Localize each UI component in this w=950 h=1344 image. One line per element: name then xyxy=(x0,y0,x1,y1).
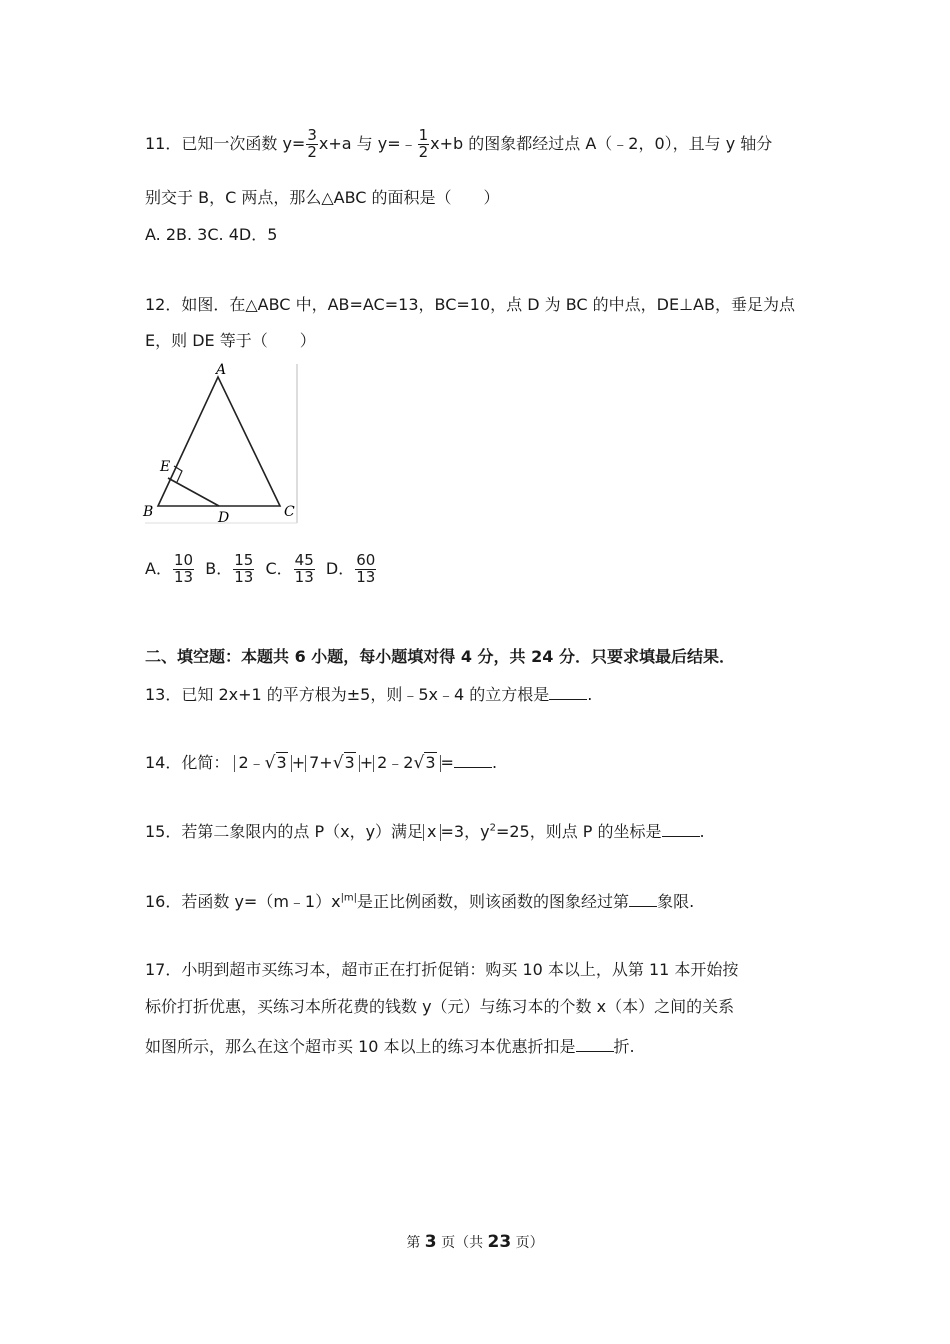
q15-answer-blank[interactable] xyxy=(662,820,700,837)
q13: 13．已知 2x+1 的平方根为±5，则﹣5x﹣4 的立方根是 . xyxy=(145,685,593,704)
q11-options: A. 2B. 3C. 4D．5 xyxy=(145,225,278,244)
q12-triangle-figure xyxy=(140,360,300,525)
label-e: E xyxy=(160,459,171,475)
q12-option-b: B． $\frac{15}{13}$ xyxy=(205,551,254,586)
q12-option-c: C． $\frac{45}{13}$ xyxy=(265,551,314,586)
q11-fraction-2: $\frac{1}{2}$ xyxy=(418,126,429,161)
q17-answer-blank[interactable] xyxy=(576,1035,614,1052)
sqrt-icon: √3 xyxy=(413,753,436,773)
q12-options xyxy=(145,553,377,586)
segment-de xyxy=(168,478,219,506)
q12-line1: 12．如图．在△ABC 中，AB=AC=13，BC=10，点 D 为 BC 的中点，DE⊥AB，垂足为点 xyxy=(145,295,795,314)
page-number: 3 xyxy=(424,1232,437,1252)
q11-prefix: 11．已知一次函数 y= xyxy=(145,133,306,153)
q11-line2: 别交于 B，C 两点，那么△ABC 的面积是（ ） xyxy=(145,188,500,207)
sqrt-icon: √3 xyxy=(332,753,355,773)
q11-suffix: x+b 的图象都经过点 A（﹣2，0），且与 y 轴分 xyxy=(430,133,773,153)
q16-answer-blank[interactable] xyxy=(629,890,657,907)
q14: 14．化简： 2﹣√3 + 7+√3 + 2﹣2√3 = . xyxy=(145,753,498,773)
q14-answer-blank[interactable] xyxy=(454,751,492,768)
q11-fraction-1: $\frac{3}{2}$ xyxy=(307,126,317,161)
q12-option-d: D． $\frac{60}{13}$ xyxy=(325,551,376,586)
q11-line1 xyxy=(145,128,772,161)
q12-option-a: A． $\frac{10}{13}$ xyxy=(145,551,194,586)
page-total: 23 xyxy=(487,1232,512,1252)
q16: 16．若函数 $y=(m﹣1)x^{|m|}$是正比例函数，则该函数的图象经过第 象限. xyxy=(145,892,695,911)
q15: 15．若第二象限内的点 P（x，y）满足 x =3，$y^2=25$，则点 P 的坐标是 . xyxy=(145,822,705,841)
sqrt-icon: √3 xyxy=(264,753,287,773)
q13-answer-blank[interactable] xyxy=(549,683,587,700)
q17-line1: 17．小明到超市买练习本，超市正在打折促销：购买 10 本以上，从第 11 本开始按 xyxy=(145,960,739,979)
q17-line3: 如图所示，那么在这个超市买 10 本以上的练习本优惠折扣是 折. xyxy=(145,1037,635,1056)
q17-line2: 标价打折优惠，买练习本所花费的钱数 y（元）与练习本的个数 x（本）之间的关系 xyxy=(145,997,735,1016)
label-a: A xyxy=(216,362,227,378)
triangle-abc xyxy=(158,377,280,506)
label-c: C xyxy=(284,504,295,520)
label-d: D xyxy=(218,510,230,525)
q12-line2: E，则 DE 等于（ ） xyxy=(145,331,316,350)
page-footer: 第 3 页（共 23 页） xyxy=(406,1232,544,1252)
q11-mid: x+a 与 y=﹣ xyxy=(318,133,417,153)
section2-heading: 二、填空题：本题共 6 小题，每小题填对得 4 分，共 24 分．只要求填最后结果． xyxy=(145,647,735,666)
label-b: B xyxy=(143,504,154,520)
